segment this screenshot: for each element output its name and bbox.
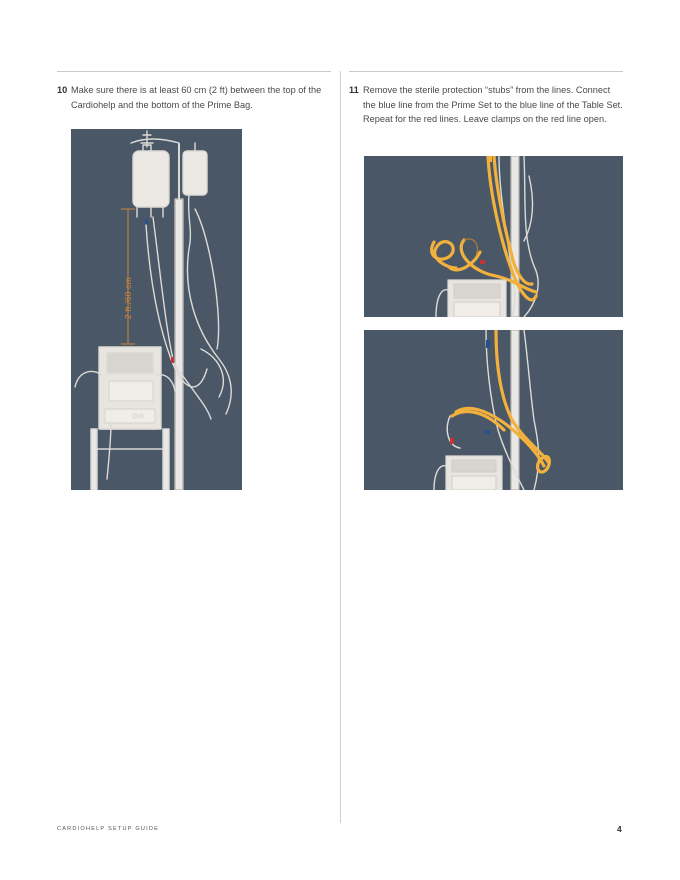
step-number: 10 bbox=[57, 85, 68, 95]
connect-lines-illustration bbox=[364, 330, 623, 490]
prime-bag-height-illustration bbox=[71, 129, 242, 490]
document-title: CARDIOHELP SETUP GUIDE bbox=[57, 826, 160, 832]
step-11 bbox=[349, 83, 625, 127]
distance-label: 2 ft./60 cm bbox=[123, 277, 133, 319]
prime-bag-height-drawing bbox=[71, 129, 242, 490]
remove-stubs-illustration bbox=[364, 156, 623, 317]
step-instruction: Make sure there is at least 60 cm (2 ft) between the top of the Cardiohelp and the bottom of the Prime Bag. bbox=[71, 85, 322, 110]
page-number: 4 bbox=[617, 824, 622, 834]
top-rule-left bbox=[57, 71, 331, 72]
step-10 bbox=[57, 83, 329, 112]
step-number: 11 bbox=[349, 85, 359, 95]
column-divider bbox=[340, 71, 341, 823]
top-rule-right bbox=[349, 71, 623, 72]
remove-stubs-drawing bbox=[364, 156, 623, 317]
connect-lines-drawing bbox=[364, 330, 623, 490]
step-instruction: Remove the sterile protection “stubs” from the lines. Connect the blue line from the Prime Set to the blue line of the Table Set. Repeat for the red lines. Leave clamps on the red line open. bbox=[363, 85, 623, 124]
